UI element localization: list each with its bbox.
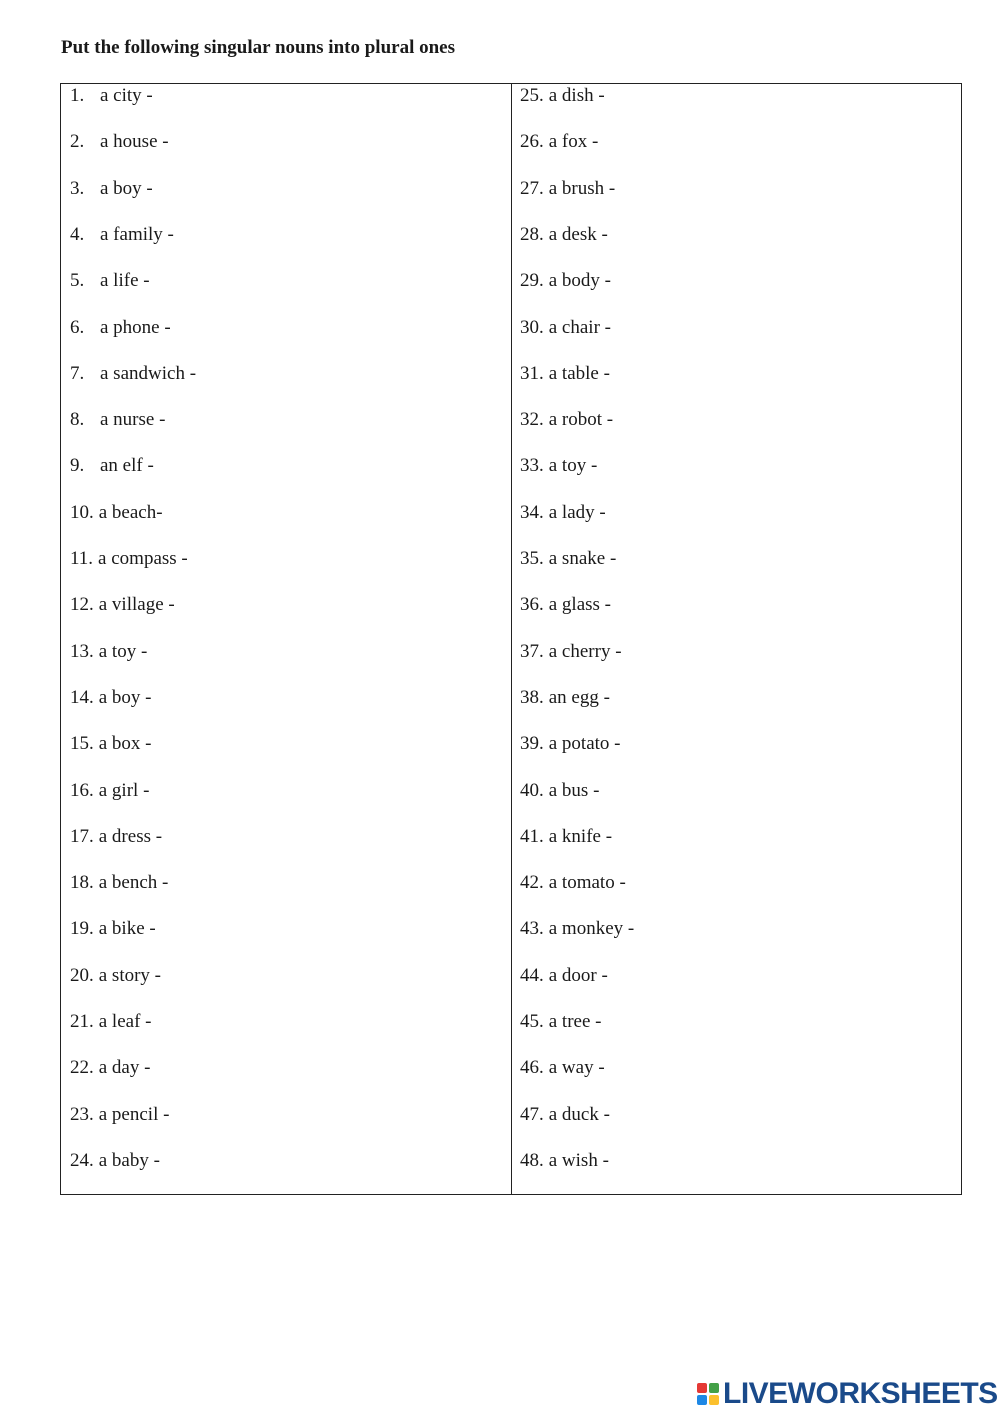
item-noun: a glass - xyxy=(548,594,612,616)
item-number: 32. xyxy=(520,409,544,431)
list-item xyxy=(70,454,340,478)
answer-field[interactable] xyxy=(617,269,797,291)
item-number: 10. xyxy=(70,501,94,523)
answer-field[interactable] xyxy=(168,825,348,847)
list-item xyxy=(70,779,335,803)
list-item xyxy=(70,593,361,617)
item-number: 13. xyxy=(70,640,94,662)
item-noun: a toy - xyxy=(98,640,148,662)
list-item xyxy=(70,640,333,664)
answer-field[interactable] xyxy=(617,316,797,338)
item-noun: a boy - xyxy=(98,686,152,708)
item-noun: a compass - xyxy=(98,548,188,569)
logo-square xyxy=(709,1395,719,1405)
answer-field[interactable] xyxy=(617,593,797,615)
item-noun: a snake - xyxy=(548,548,617,569)
list-item xyxy=(520,917,820,941)
list-item xyxy=(520,362,796,386)
list-item xyxy=(70,1010,337,1034)
list-item xyxy=(520,732,807,756)
list-item xyxy=(70,686,338,710)
answer-field[interactable] xyxy=(166,1149,346,1171)
list-item xyxy=(520,779,785,803)
brand-name: LIVEWORKSHEETS xyxy=(723,1377,998,1410)
item-noun: a lady - xyxy=(548,501,606,523)
item-noun: a city - xyxy=(100,85,153,106)
list-item xyxy=(520,454,783,478)
item-number: 34. xyxy=(520,501,544,523)
item-number: 26. xyxy=(520,131,544,153)
answer-field[interactable] xyxy=(628,640,808,662)
answer-field[interactable] xyxy=(614,964,794,986)
item-number: 6. xyxy=(70,316,85,338)
list-item xyxy=(520,269,797,293)
answer-field[interactable] xyxy=(175,130,355,152)
answer-field[interactable] xyxy=(616,362,796,384)
item-number: 14. xyxy=(70,686,94,708)
item-noun: a body - xyxy=(548,270,612,292)
item-noun: a way - xyxy=(548,1057,605,1079)
answer-field[interactable] xyxy=(159,177,339,199)
list-item xyxy=(70,362,382,386)
worksheet-table xyxy=(60,83,962,1195)
item-number: 4. xyxy=(70,223,85,245)
answer-field[interactable] xyxy=(175,1103,355,1125)
answer-field[interactable] xyxy=(180,223,360,245)
answer-field[interactable] xyxy=(155,779,335,801)
item-noun: a day - xyxy=(98,1057,151,1079)
item-number: 15. xyxy=(70,733,94,755)
item-noun: a pencil - xyxy=(98,1103,170,1125)
list-item xyxy=(520,84,791,108)
list-item xyxy=(520,223,794,247)
answer-field[interactable] xyxy=(616,686,796,708)
item-number: 43. xyxy=(520,918,544,940)
list-item xyxy=(520,1149,795,1173)
answer-field[interactable] xyxy=(153,640,333,662)
item-number: 28. xyxy=(520,223,544,245)
item-number: 40. xyxy=(520,779,544,801)
item-noun: a village - xyxy=(98,594,175,616)
list-item xyxy=(70,871,354,895)
list-item xyxy=(520,177,801,201)
item-noun: a door - xyxy=(548,964,608,986)
list-item xyxy=(70,1149,346,1173)
item-noun: a boy - xyxy=(100,177,153,199)
item-noun: a bus - xyxy=(548,779,600,801)
answer-field[interactable] xyxy=(171,408,351,430)
item-number: 5. xyxy=(70,270,85,292)
list-item xyxy=(520,640,808,664)
item-noun: a potato - xyxy=(548,733,621,755)
item-noun: a brush - xyxy=(548,177,616,199)
item-number: 20. xyxy=(70,964,94,986)
answer-field[interactable] xyxy=(611,1056,791,1078)
item-number: 1. xyxy=(70,85,85,106)
item-number: 33. xyxy=(520,455,544,477)
item-number: 38. xyxy=(520,686,544,708)
list-item xyxy=(70,501,349,525)
answer-field[interactable] xyxy=(603,454,783,476)
list-item xyxy=(520,1103,796,1127)
item-number: 35. xyxy=(520,548,544,569)
answer-field[interactable] xyxy=(619,408,799,430)
answer-field[interactable] xyxy=(607,1010,787,1032)
item-noun: a baby - xyxy=(98,1149,160,1171)
answer-field[interactable] xyxy=(160,454,340,476)
answer-field[interactable] xyxy=(156,1056,336,1078)
answer-field[interactable] xyxy=(618,825,798,847)
item-number: 8. xyxy=(70,409,85,431)
answer-field[interactable] xyxy=(159,84,339,106)
answer-field[interactable] xyxy=(167,964,347,986)
item-noun: a house - xyxy=(100,131,169,153)
list-item xyxy=(70,1103,355,1127)
list-item xyxy=(520,1010,787,1034)
list-item xyxy=(70,130,355,154)
item-noun: a desk - xyxy=(548,223,608,245)
list-item xyxy=(70,316,357,340)
item-noun: a dress - xyxy=(98,825,163,847)
item-noun: a chair - xyxy=(548,316,611,338)
item-number: 21. xyxy=(70,1011,94,1032)
item-noun: a nurse - xyxy=(100,409,166,431)
item-noun: a life - xyxy=(100,270,150,292)
item-noun: a bike - xyxy=(98,918,156,940)
item-number: 18. xyxy=(70,872,94,894)
item-noun: a table - xyxy=(548,362,610,384)
left-column xyxy=(61,84,512,1194)
answer-field[interactable] xyxy=(158,686,338,708)
list-item xyxy=(70,547,374,571)
list-item xyxy=(70,177,339,201)
item-number: 16. xyxy=(70,779,94,801)
list-item xyxy=(520,1056,791,1080)
item-noun: a sandwich - xyxy=(100,362,197,384)
list-item xyxy=(70,964,347,988)
item-number: 45. xyxy=(520,1011,544,1032)
item-number: 44. xyxy=(520,964,544,986)
answer-field[interactable] xyxy=(604,130,784,152)
list-item xyxy=(70,1056,336,1080)
answer-field[interactable] xyxy=(616,1103,796,1125)
item-number: 23. xyxy=(70,1103,94,1125)
item-noun: a cherry - xyxy=(548,640,622,662)
item-noun: a duck - xyxy=(548,1103,610,1125)
answer-field[interactable] xyxy=(622,547,802,569)
item-noun: a dish - xyxy=(548,85,605,106)
logo-square xyxy=(697,1383,707,1393)
answer-field[interactable] xyxy=(612,501,792,523)
item-number: 22. xyxy=(70,1057,94,1079)
list-item xyxy=(70,825,348,849)
item-number: 48. xyxy=(520,1149,544,1171)
answer-field[interactable] xyxy=(158,732,338,754)
item-number: 37. xyxy=(520,640,544,662)
answer-field[interactable] xyxy=(194,547,374,569)
brand-footer xyxy=(697,1378,998,1410)
list-item xyxy=(70,223,360,247)
item-noun: a knife - xyxy=(548,825,613,847)
item-number: 7. xyxy=(70,362,85,384)
answer-field[interactable] xyxy=(162,917,342,939)
item-noun: a story - xyxy=(98,964,162,986)
list-item xyxy=(520,130,784,154)
list-item xyxy=(70,84,339,108)
item-noun: a bench - xyxy=(98,872,169,894)
answer-field[interactable] xyxy=(621,177,801,199)
item-number: 27. xyxy=(520,177,544,199)
answer-field[interactable] xyxy=(177,316,357,338)
answer-field[interactable] xyxy=(157,1010,337,1032)
item-number: 31. xyxy=(520,362,544,384)
item-noun: a box - xyxy=(98,733,152,755)
item-noun: a tomato - xyxy=(548,872,626,894)
liveworksheets-logo-icon xyxy=(697,1383,719,1405)
answer-field[interactable] xyxy=(614,223,794,245)
item-number: 19. xyxy=(70,918,94,940)
list-item xyxy=(520,408,799,432)
answer-field[interactable] xyxy=(627,732,807,754)
answer-field[interactable] xyxy=(611,84,791,106)
list-item xyxy=(520,316,797,340)
list-item xyxy=(70,269,336,293)
item-number: 47. xyxy=(520,1103,544,1125)
list-item xyxy=(520,871,812,895)
item-noun: a tree - xyxy=(548,1011,602,1032)
item-number: 36. xyxy=(520,594,544,616)
item-number: 17. xyxy=(70,825,94,847)
item-number: 24. xyxy=(70,1149,94,1171)
answer-field[interactable] xyxy=(605,779,785,801)
item-number: 30. xyxy=(520,316,544,338)
item-noun: a wish - xyxy=(548,1149,609,1171)
item-noun: a monkey - xyxy=(548,918,635,940)
item-number: 42. xyxy=(520,872,544,894)
answer-field[interactable] xyxy=(156,269,336,291)
item-number: 29. xyxy=(520,270,544,292)
item-number: 2. xyxy=(70,131,85,153)
item-noun: an egg - xyxy=(548,686,610,708)
item-noun: a girl - xyxy=(98,779,150,801)
answer-field[interactable] xyxy=(169,501,349,523)
list-item xyxy=(70,408,351,432)
answer-field[interactable] xyxy=(640,917,820,939)
item-noun: a family - xyxy=(100,223,174,245)
item-noun: a phone - xyxy=(100,316,171,338)
item-number: 9. xyxy=(70,455,85,477)
item-number: 25. xyxy=(520,85,544,106)
item-number: 46. xyxy=(520,1057,544,1079)
list-item xyxy=(520,825,798,849)
item-noun: a fox - xyxy=(548,131,599,153)
answer-field[interactable] xyxy=(615,1149,795,1171)
item-number: 39. xyxy=(520,733,544,755)
list-item xyxy=(520,593,797,617)
item-noun: a robot - xyxy=(548,409,614,431)
answer-field[interactable] xyxy=(202,362,382,384)
answer-field[interactable] xyxy=(174,871,354,893)
item-number: 12. xyxy=(70,594,94,616)
answer-field[interactable] xyxy=(181,593,361,615)
list-item xyxy=(520,501,792,525)
logo-square xyxy=(697,1395,707,1405)
item-number: 11. xyxy=(70,548,94,569)
list-item xyxy=(70,917,342,941)
answer-field[interactable] xyxy=(632,871,812,893)
instruction-heading: Put the following singular nouns into plural ones xyxy=(61,37,455,58)
item-number: 41. xyxy=(520,825,544,847)
right-column xyxy=(512,84,961,1194)
list-item xyxy=(520,686,796,710)
item-noun: a beach- xyxy=(98,501,163,523)
logo-square xyxy=(709,1383,719,1393)
list-item xyxy=(520,964,794,988)
item-number: 3. xyxy=(70,177,85,199)
item-noun: a leaf - xyxy=(98,1011,152,1032)
item-noun: a toy - xyxy=(548,455,598,477)
list-item xyxy=(520,547,802,571)
item-noun: an elf - xyxy=(100,455,154,477)
list-item xyxy=(70,732,338,756)
